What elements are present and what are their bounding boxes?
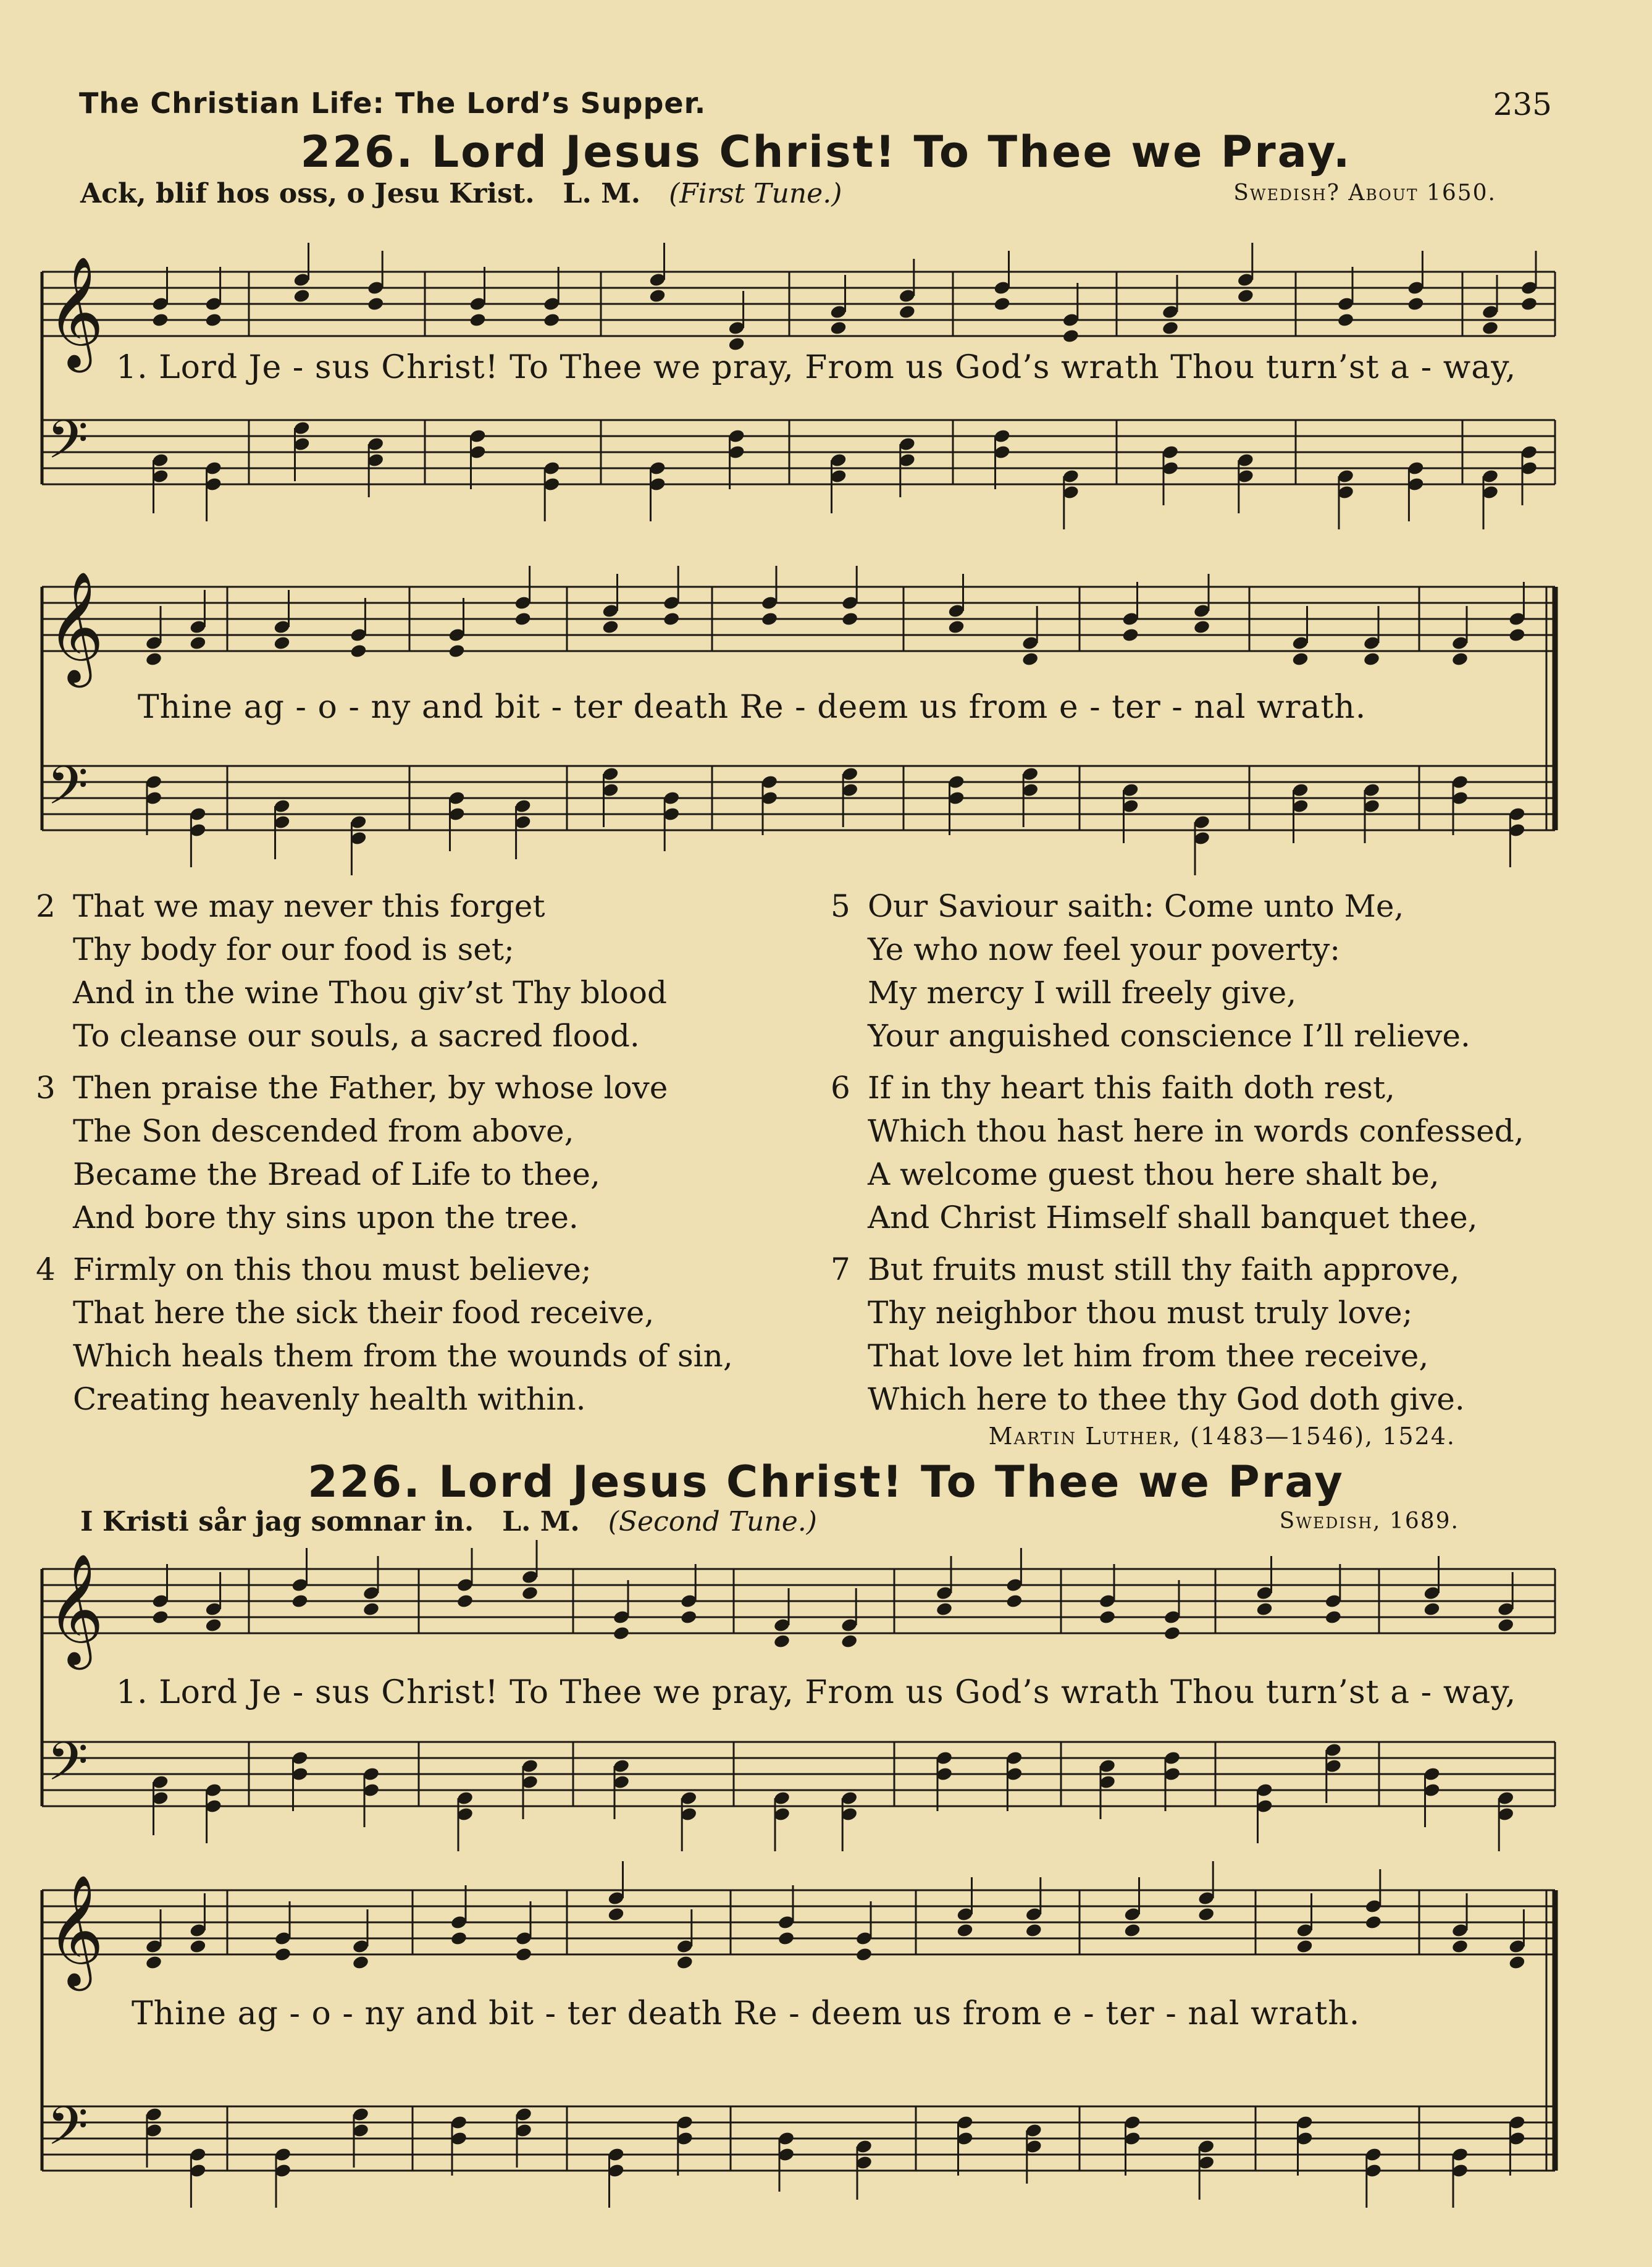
bass-clef-icon: 𝄢 [47,408,88,484]
verse-line: That love let him from thee receive, [868,1338,1429,1374]
notehead [1508,1954,1526,1970]
notehead [936,1601,954,1617]
bass-clef-icon: 𝄢 [47,754,88,830]
treble-clef-icon: 𝄞 [47,1552,104,1665]
notehead [1197,1906,1215,1922]
notehead [1296,1938,1314,1954]
verse-line: Your anguished conscience I’ll relieve. [868,1018,1470,1054]
notehead [1193,619,1211,634]
notehead [1256,1601,1273,1617]
notehead [151,1609,169,1625]
notehead [947,619,965,634]
hymn1-system-2 [30,568,1555,890]
notehead [1363,651,1381,667]
hymn1-music-1 [30,247,1555,531]
hymn1-meter: L. M. [563,178,641,209]
notehead [607,1906,625,1922]
verse-line: Which heals them from the wounds of sin, [73,1338,733,1374]
verse-line: Then praise the Father, by whose love [73,1070,668,1106]
notehead [204,312,222,327]
verse-line: To cleanse our souls, a sacred flood. [73,1018,640,1054]
hymn2-lyric-line1: 1. Lord Je - sus Christ! To Thee we pray, From us God’s wrath Thou turn’st a - way, [116,1674,1517,1711]
notehead [515,1946,533,1962]
notehead [204,1617,222,1633]
notehead [829,320,847,335]
notehead [1451,651,1469,667]
notehead [274,1946,292,1962]
hymn2-system-1 [30,1544,1555,1853]
notehead [1324,1609,1342,1625]
notehead [676,1954,694,1970]
verse-5 [831,885,1470,1058]
notehead [778,1930,795,1946]
verse-line: But fruits must still thy faith approve, [868,1251,1460,1287]
bass-clef-icon: 𝄢 [47,1730,88,1806]
treble-clef-icon: 𝄞 [47,1874,104,1986]
notehead [1062,328,1080,343]
verse-6 [831,1066,1524,1239]
verse-number: 5 [831,888,850,924]
hymn1-title: 226. Lord Jesus Christ! To Thee we Pray. [300,127,1352,177]
verse-line: Ye who now feel your poverty: [868,932,1341,967]
verse-line: Became the Bread of Life to thee, [73,1156,600,1192]
notehead [1482,320,1499,335]
notehead [151,312,169,327]
notehead [450,1930,468,1946]
verse-number: 2 [36,888,56,924]
notehead [514,611,532,626]
verse-line: And Christ Himself shall banquet thee, [868,1200,1478,1235]
notehead [898,304,916,319]
notehead [602,619,619,634]
notehead [521,1585,539,1600]
notehead [841,611,859,626]
treble-clef-icon: 𝄞 [47,570,104,683]
hymn2-subtitle [80,1506,817,1537]
running-head: The Christian Life: The Lord’s Supper. [79,86,707,120]
notehead [367,296,385,311]
notehead [1025,1922,1042,1938]
notehead [543,312,561,327]
notehead [1236,288,1254,303]
notehead [1123,1922,1141,1938]
notehead [363,1601,380,1617]
notehead [1099,1609,1117,1625]
notehead [1122,627,1139,642]
hymn2-system-2 [30,1865,1555,2211]
notehead [761,611,779,626]
hymn1-swedish-title: Ack, blif hos oss, o Jesu Krist. [80,178,535,209]
verse-number: 7 [831,1251,850,1287]
notehead [613,1625,631,1641]
verse-line: Thy body for our food is set; [73,932,514,967]
notehead [1364,1914,1382,1930]
treble-clef-icon: 𝄞 [47,255,104,368]
verse-line: Firmly on this thou must believe; [73,1251,592,1287]
verse-4 [36,1248,733,1421]
notehead [352,1954,370,1970]
notehead [1508,627,1526,642]
notehead [293,288,311,303]
notehead [1162,320,1180,335]
notehead [456,1593,474,1609]
notehead [773,1633,791,1649]
verse-number: 4 [36,1251,56,1287]
notehead [993,296,1011,311]
hymn1-tune-note: (First Tune.) [669,178,842,209]
notehead [273,635,291,650]
verse-line: A welcome guest thou here shalt be, [868,1156,1440,1192]
notehead [1164,1625,1181,1641]
verse-line: If in thy heart this faith doth rest, [868,1070,1395,1106]
hymn2-swedish-title: I Kristi sår jag somnar in. [80,1506,474,1537]
notehead [1021,651,1039,667]
verse-line: That here the sick their food receive, [73,1295,655,1331]
notehead [189,1938,207,1954]
notehead [648,288,666,303]
verse-line: The Son descended from above, [73,1113,574,1149]
hymn1-lyric-line2: Thine ag - o - ny and bit - ter death Re - deem us from e - ter - nal wrath. [138,689,1367,726]
notehead [855,1946,873,1962]
hymn2-source: Swedish, 1689. [1279,1508,1459,1534]
notehead [1337,312,1355,327]
author-credit: Martin Luther, (1483—1546), 1524. [988,1423,1456,1450]
verse-line: Thy neighbor thou must truly love; [868,1295,1413,1331]
notehead [291,1593,309,1609]
notehead [1497,1617,1515,1633]
notehead [1423,1601,1441,1617]
notehead [663,611,681,626]
hymn2-meter: L. M. [502,1506,580,1537]
notehead [956,1922,974,1938]
notehead [1291,651,1309,667]
verse-line: Which thou hast here in words confessed, [868,1113,1524,1149]
notehead [350,643,367,658]
page-number: 235 [1493,86,1552,122]
notehead [145,651,163,667]
hymn2-music-2 [30,1865,1555,2211]
hymn2-title: 226. Lord Jesus Christ! To Thee we Pray [308,1457,1344,1507]
verse-2 [36,885,667,1058]
notehead [680,1609,698,1625]
verse-number: 6 [831,1070,850,1106]
verse-line: And bore thy sins upon the tree. [73,1200,579,1235]
hymn1-source: Swedish? About 1650. [1233,180,1496,206]
verse-line: And in the wine Thou giv’st Thy blood [73,975,667,1011]
hymn1-system-1 [30,247,1555,531]
verse-line: That we may never this forget [73,888,545,924]
notehead [145,1954,163,1970]
verse-line: Creating heavenly health within. [73,1381,586,1417]
verse-7 [831,1248,1465,1421]
notehead [448,643,466,658]
verse-line: My mercy I will freely give, [868,975,1297,1011]
notehead [189,635,207,650]
hymn2-lyric-line2: Thine ag - o - ny and bit - ter death Re - deem us from e - ter - nal wrath. [132,1995,1361,2032]
hymn1-lyric-line1: 1. Lord Je - sus Christ! To Thee we pray, From us God’s wrath Thou turn’st a - way, [116,349,1517,386]
verse-line: Our Saviour saith: Come unto Me, [868,888,1404,924]
bass-clef-icon: 𝄢 [47,2095,88,2170]
notehead [1520,296,1538,311]
verse-number: 3 [36,1070,56,1106]
notehead [1005,1593,1023,1609]
verse-line: Which here to thee thy God doth give. [868,1381,1465,1417]
hymn1-music-2 [30,568,1555,890]
hymn2-tune-note: (Second Tune.) [608,1506,817,1537]
notehead [1407,296,1425,311]
notehead [1451,1938,1469,1954]
notehead [469,312,487,327]
verse-3 [36,1066,668,1239]
notehead [841,1633,858,1649]
hymn1-subtitle [80,178,842,209]
